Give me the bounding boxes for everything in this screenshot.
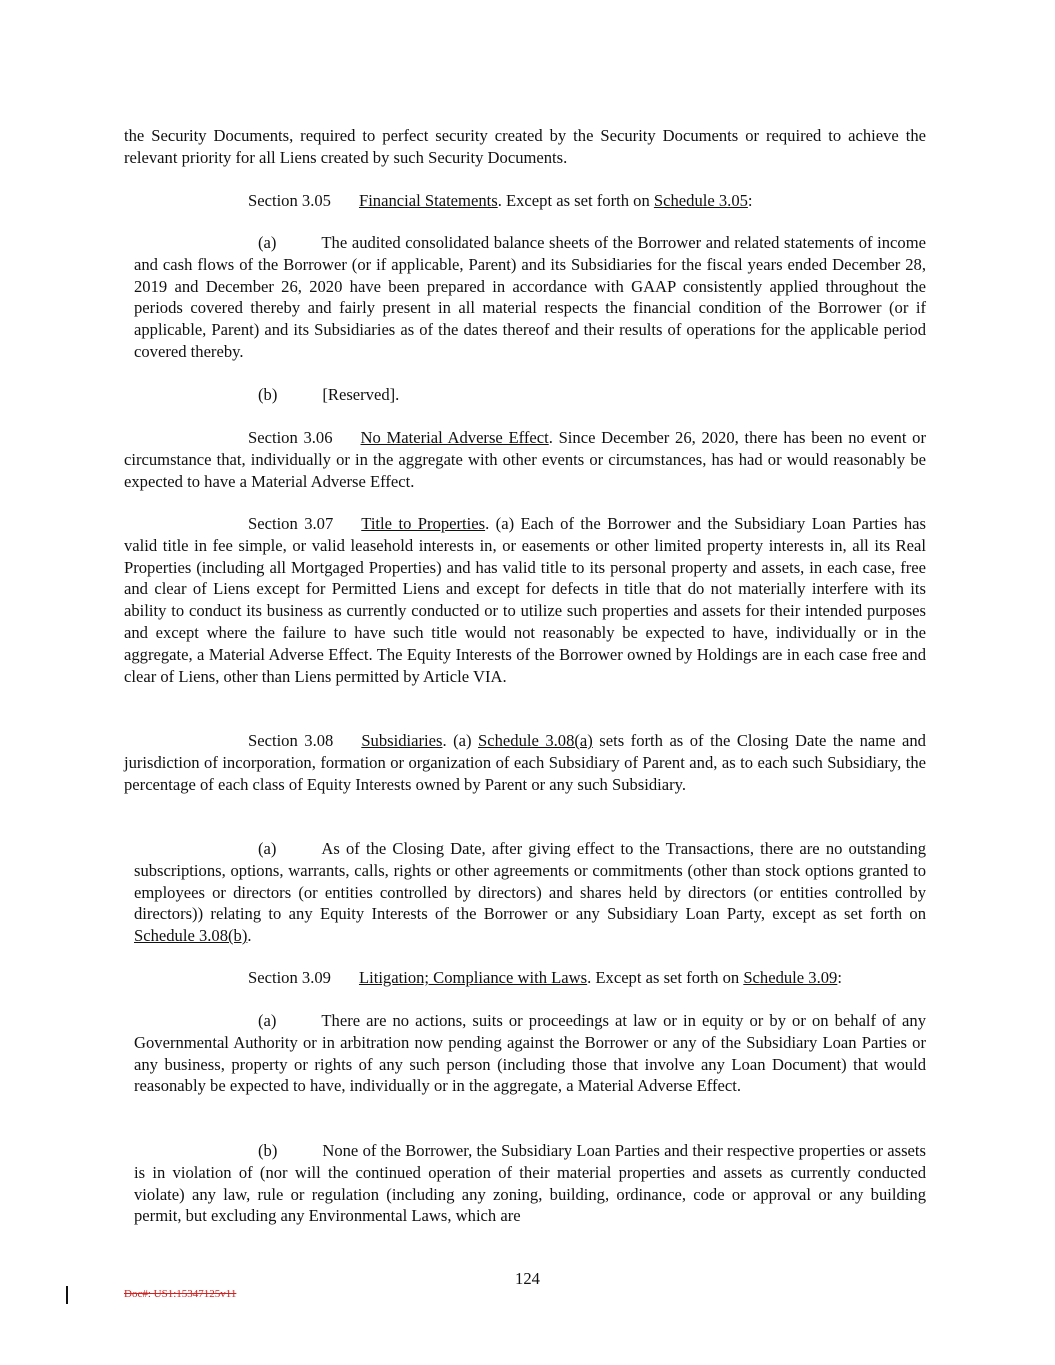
clause-label: (a)	[258, 839, 277, 858]
page-number: 124	[515, 1269, 540, 1288]
schedule-reference: Schedule 3.09	[743, 968, 838, 987]
section-title: Financial Statements	[358, 191, 498, 210]
schedule-reference: Schedule 3.08(b)	[134, 926, 248, 946]
section-number: Section 3.08	[248, 731, 334, 750]
section-number: Section 3.09	[248, 968, 331, 987]
section-3-09-b: (b) None of the Borrower, the Subsidiary Loan Parties and their respective properties or assets is in violation of (nor will the continued operation of their material properties and assets as currently conducted violate) any law, rule or regulation (including any zoning, building, ordinance, code or approval or any building permit, but excluding any Environmental Laws, which are	[134, 1141, 926, 1226]
intro-paragraph: the Security Documents, required to perfect security created by the Security Documents or required to achieve the relevant priority for all Liens created by such Security Documents.	[124, 126, 926, 167]
section-3-05-b: (b) [Reserved].	[258, 385, 400, 404]
schedule-reference: Schedule 3.05	[653, 191, 748, 210]
section-number: Section 3.06	[248, 428, 333, 447]
section-3-05-a: (a) The audited consolidated balance sheets of the Borrower and related statements of income and cash flows of the Borrower (or if applicable, Parent) and its Subsidiaries for the fiscal years ended December 28, 2019 and December 26, 2020 have been prepared in accordance with GAAP consistently applied throughout the periods covered thereby and fairly present in all material respects the financial condition of the Borrower (or if applicable, Parent) and its Subsidiaries as of the dates thereof and their results of operations for the applicable period covered thereby.	[134, 233, 926, 361]
section-3-08-a: (a) As of the Closing Date, after giving effect to the Transactions, there are no outstanding subscriptions, options, warrants, calls, rights or other agreements or commitments (other than stock options granted to employees or directors (or entities controlled by directors) and shares held by directors (or entities controlled by directors)) relating to any Equity Interests of the Borrower or any Subsidiary Loan Party, except as set forth on Schedule 3.08(b).	[134, 839, 926, 946]
section-title: Title to Properties	[361, 514, 486, 533]
revision-change-bar	[66, 1286, 68, 1304]
clause-label: (b)	[258, 1141, 278, 1160]
section-title: Litigation; Compliance with Laws	[358, 968, 588, 987]
clause-label: (a)	[258, 1011, 277, 1030]
section-3-09-a: (a) There are no actions, suits or proceedings at law or in equity or by or on behalf of any Governmental Authority or in arbitration now pending against the Borrower or any of the Subsidiary Loan Parties or any business, property or rights of any such person (including those that involve any Loan Document) that would reasonably be expected to have, individually or in the aggregate, a Material Adverse Effect.	[134, 1011, 926, 1096]
section-number: Section 3.07	[248, 514, 334, 533]
section-3-09-heading: Section 3.09 Litigation; Compliance with Laws. Except as set forth on Schedule 3.09:	[248, 968, 842, 987]
section-number: Section 3.05	[248, 191, 331, 210]
clause-label: (a)	[258, 233, 277, 252]
section-3-07: Section 3.07 Title to Properties. (a) Each of the Borrower and the Subsidiary Loan Parties has valid title in fee simple, or valid leasehold interests in, or easements or other limited property interests in, all its Real Properties (including all Mortgaged Properties) and has valid title to its personal property and assets, in each case, free and clear of Liens except for Permitted Liens and except for defects in title that do not materially interfere with its ability to conduct its business as currently conducted or to utilize such properties and assets for their intended purposes and except where the failure to have such title would not reasonably be expected to have, individually or in the aggregate, a Material Adverse Effect. The Equity Interests of the Borrower owned by Holdings are in each case free and clear of Liens, other than Liens permitted by Article VIA.	[124, 514, 926, 686]
section-3-06: Section 3.06 No Material Adverse Effect. Since December 26, 2020, there has been no event or circumstance that, individually or in the aggregate with other events or circumstances, has had or would reasonably be expected to have a Material Adverse Effect.	[124, 428, 926, 491]
document-id-footer: Doc#: US1:15347125v11	[124, 1288, 237, 1300]
section-3-05-heading: Section 3.05 Financial Statements. Except as set forth on Schedule 3.05:	[248, 191, 753, 210]
section-title: No Material Adverse Effect	[360, 428, 549, 447]
schedule-reference: Schedule 3.08(a)	[478, 731, 593, 750]
section-3-08: Section 3.08 Subsidiaries. (a) Schedule 3.08(a) sets forth as of the Closing Date the name and jurisdiction of incorporation, formation or organization of each Subsidiary of Parent and, as to each such Subsidiary, the percentage of each class of Equity Interests owned by Parent or any such Subsidiary.	[124, 731, 926, 794]
section-title: Subsidiaries	[361, 731, 443, 750]
clause-label: (b)	[258, 385, 278, 404]
